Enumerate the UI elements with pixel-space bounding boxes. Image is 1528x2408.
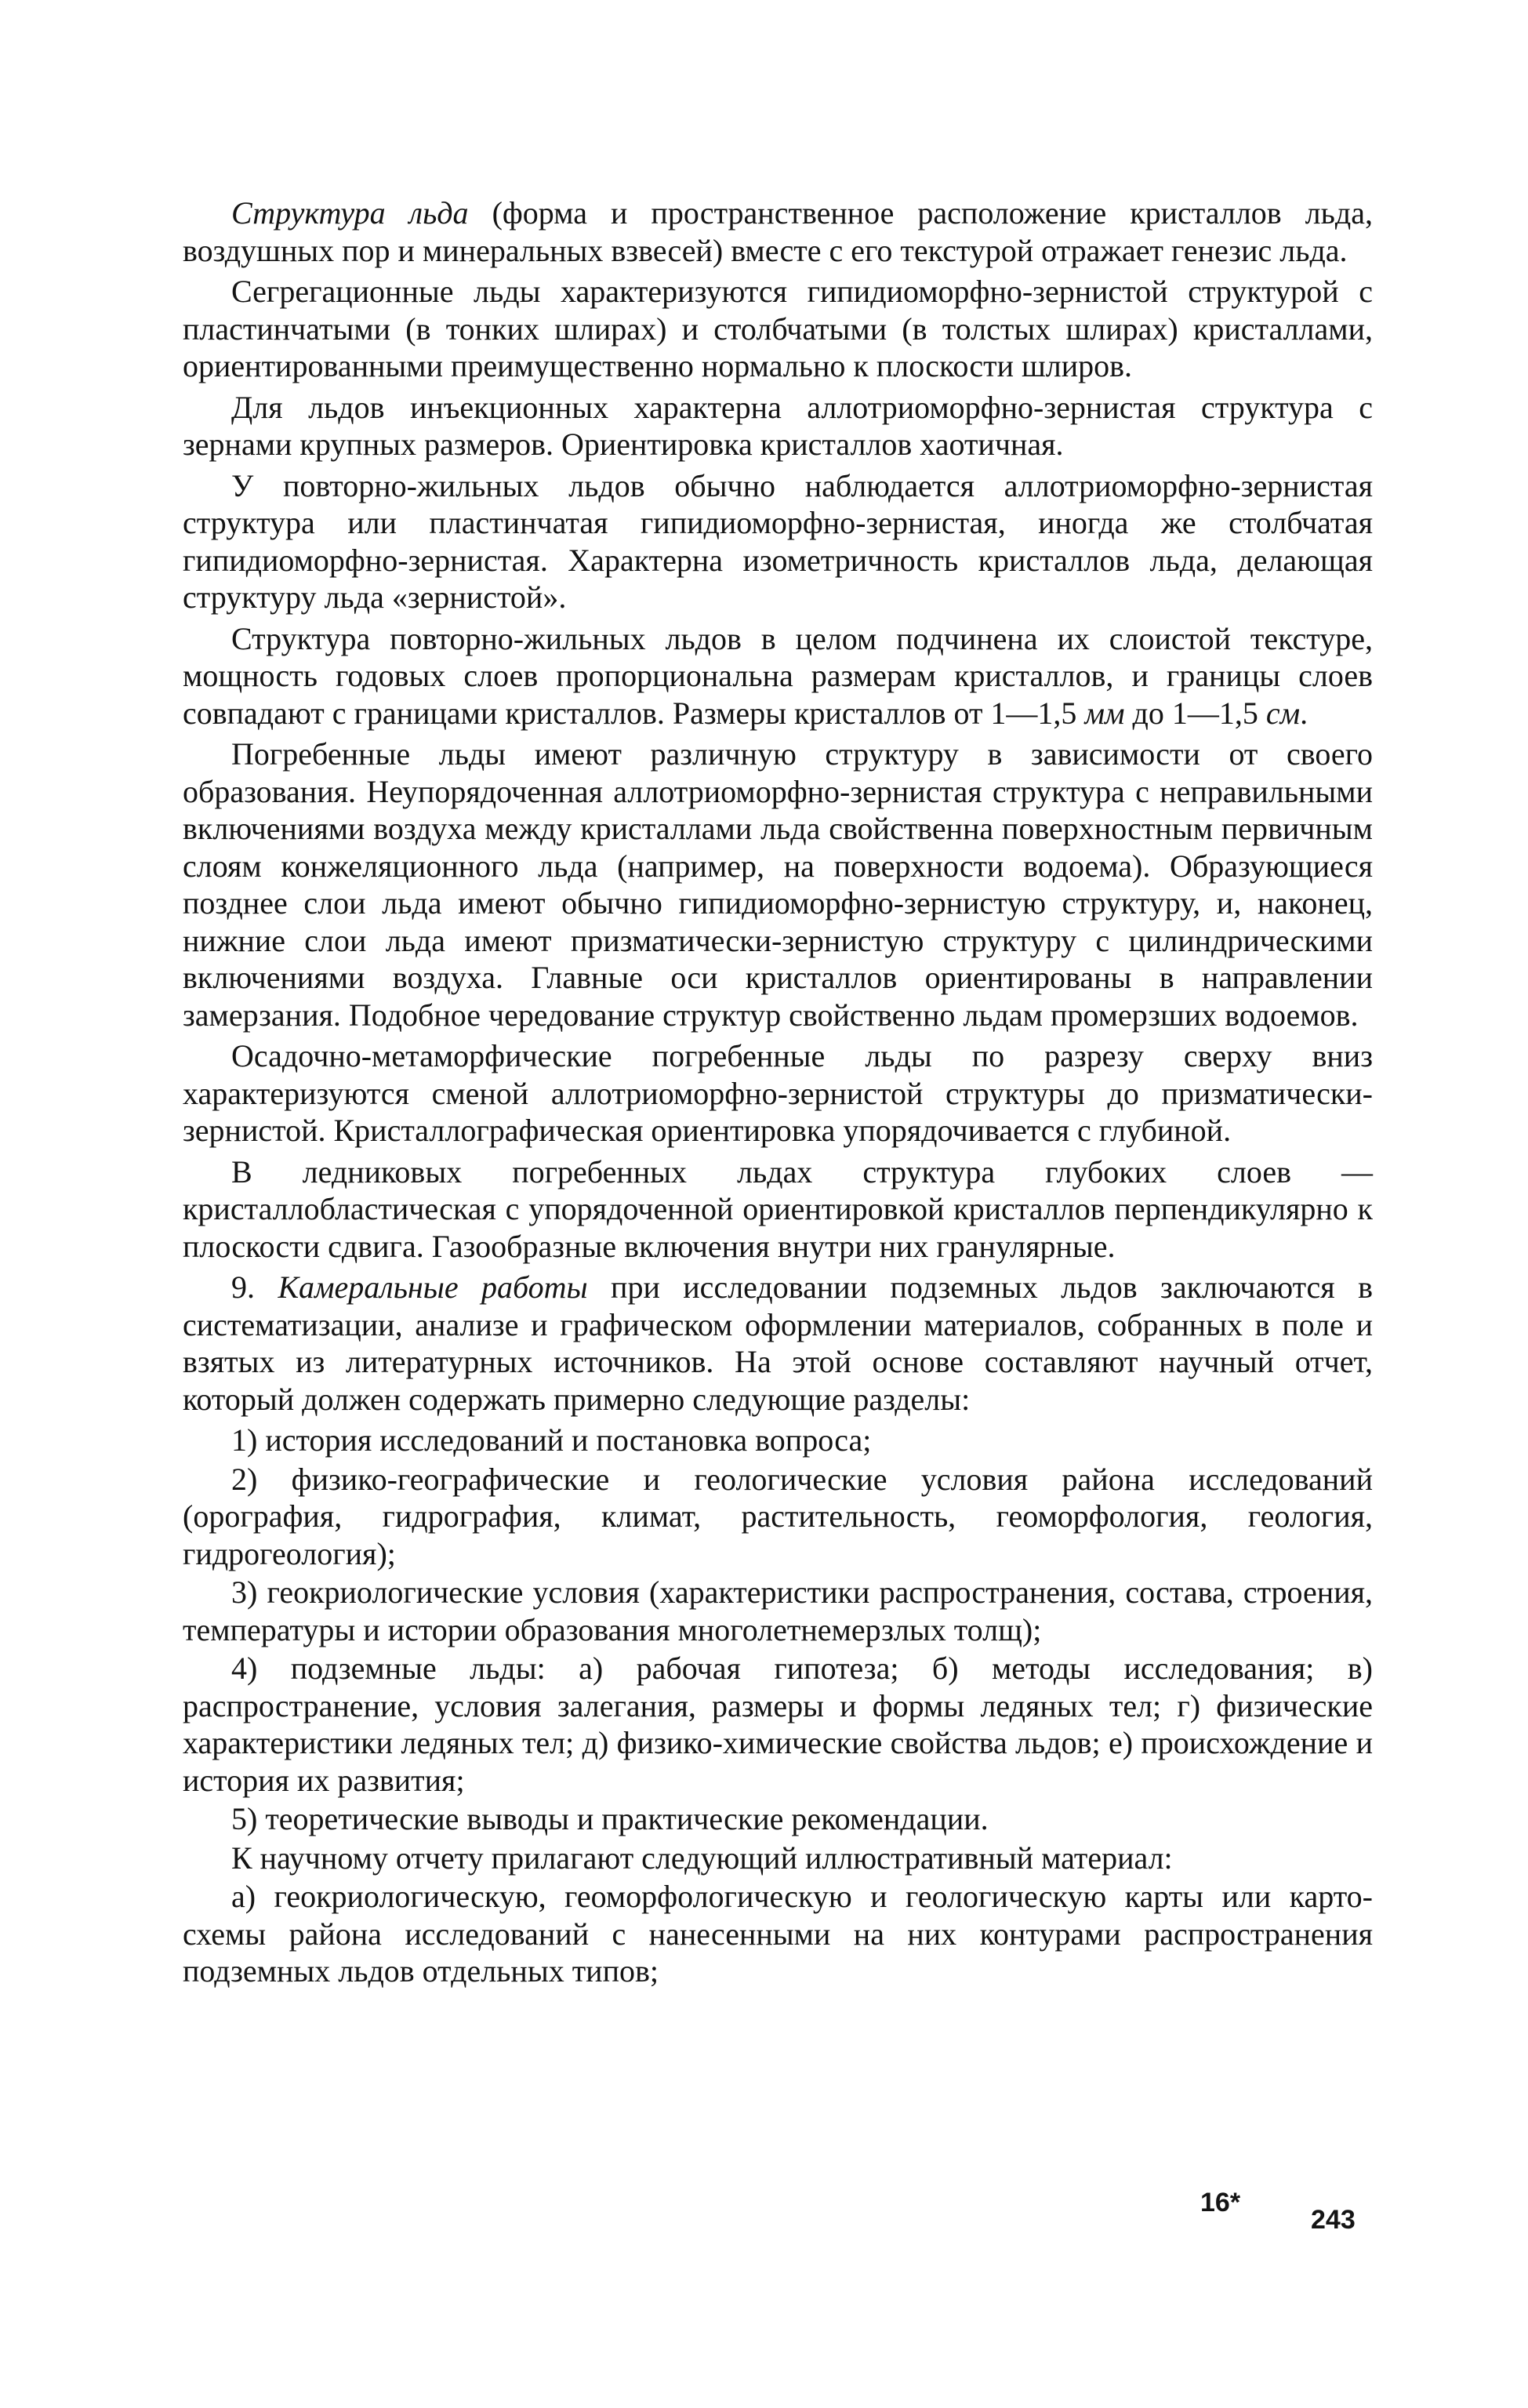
paragraph-wedge-ice-layers: [183, 620, 1373, 732]
section-number: 9.: [231, 1269, 278, 1305]
term-ice-structure: Структура льда: [231, 195, 469, 231]
paragraph-glacial-ice: В ледниковых погребенных льдах структура глубоких слоев — кристаллобластическая с упорядоченной ориентировкой кристаллов перпендикулярно к плоскости сдвига. Газообразные включения внутри них гранулярные.: [183, 1153, 1373, 1264]
paragraph-text: .: [1300, 695, 1308, 731]
unit-mm: мм: [1084, 695, 1125, 731]
page-number: 243: [1311, 2205, 1356, 2235]
term-office-work: Камеральные работы: [278, 1269, 588, 1305]
paragraph-text: (форма и пространственное расположение кристаллов льда, воздушных пор и минеральных взвесей) вместе с его текстурой отражает генезис льда.: [183, 195, 1373, 268]
paragraph-segregation-ice: Сегрегационные льды характеризуются гипидиоморфно-зернистой структурой с пластинчатыми (в тонких шлирах) и столбчатыми (в толстых шлирах) кристаллами, ориентированными преимущественно нормально к плоскости шлиров.: [183, 274, 1373, 383]
paragraph-ice-structure: [183, 194, 1373, 269]
signature-mark: 16*: [1200, 2188, 1241, 2217]
paragraph-sedimentary-ice: Осадочно-метаморфические погребенные льды по разрезу сверху вниз характеризуются сменой аллотриоморфно-зернистой структуры до призматически-зернистой. Кристаллографическая ориентировка упорядочивается с глубиной.: [183, 1038, 1373, 1148]
paragraph-illustrations: К научному отчету прилагают следующий иллюстративный материал:: [231, 1840, 1173, 1876]
unit-cm: см: [1265, 695, 1301, 731]
paragraph-text: до 1—1,5: [1124, 695, 1266, 731]
paragraph-injection-ice: Для льдов инъекционных характерна аллотриоморфно-зернистая структура с зернами крупных размеров. Ориентировка кристаллов хаотичная.: [183, 389, 1373, 462]
body-text: [183, 194, 1373, 1992]
list-item-history: 1) история исследований и постановка вопроса;: [231, 1422, 872, 1458]
paragraph-text: при исследовании подземных льдов заключаются в систематизации, анализе и графическом оформлении материалов, собранных в поле и взятых из литературных источников. На этой основе составляют научный отчет, который должен содержать примерно следующие разделы:: [183, 1269, 1373, 1417]
paragraph-text: Структура повторно-жильных льдов в целом подчинена их слоистой текстуре, мощность годовых слоев пропорциональна размерам кристаллов, и границы слоев совпадают с границами кристаллов. Размеры кристаллов от 1—1,5: [183, 620, 1373, 731]
list-item-maps: а) геокриологическую, геоморфологическую и геологическую карты или карто-схемы района исследований с нанесенными на них контурами распространения подземных льдов отдельных типов;: [183, 1879, 1373, 1989]
list-item-underground-ice: 4) подземные льды: а) рабочая гипотеза; б) методы исследования; в) распространение, условия залегания, размеры и формы ледяных тел; г) физические характеристики ледяных тел; д) физико-химические свойства льдов; е) происхождение и история их развития;: [183, 1651, 1373, 1798]
paragraph-wedge-ice: У повторно-жильных льдов обычно наблюдается аллотриоморфно-зернистая структура или пластинчатая гипидиоморфно-зернистая, иногда же столбчатая гипидиоморфно-зернистая. Характерна изометричность кристаллов льда, делающая структуру льда «зернистой».: [183, 467, 1373, 615]
paragraph-office-work: [183, 1269, 1373, 1418]
list-item-physical-geography: 2) физико-географические и геологические условия района исследований (орография, гидрография, климат, растительность, геоморфология, геология, гидрогеология);: [183, 1461, 1373, 1571]
paragraph-buried-ice: Погребенные льды имеют различную структуру в зависимости от своего образования. Неупорядоченная аллотриоморфно-зернистая структура с неправильными включениями воздуха между кристаллами льда свойственна поверхностным первичным слоям конжеляционного льда (например, на поверхности водоема). Образующиеся позднее слои льда имеют обычно гипидиоморфно-зернистую структуру, и, наконец, нижние слои льда имеют призматически-зернистую структуру с цилиндрическими включениями воздуха. Главные оси кристаллов ориентированы в направлении замерзания. Подобное чередование структур свойственно льдам промерзших водоемов.: [183, 736, 1373, 1033]
list-item-geocryology: 3) геокриологические условия (характеристики распространения, состава, строения, температуры и истории образования многолетнемерзлых толщ);: [183, 1574, 1373, 1647]
list-item-conclusions: 5) теоретические выводы и практические рекомендации.: [231, 1801, 989, 1836]
